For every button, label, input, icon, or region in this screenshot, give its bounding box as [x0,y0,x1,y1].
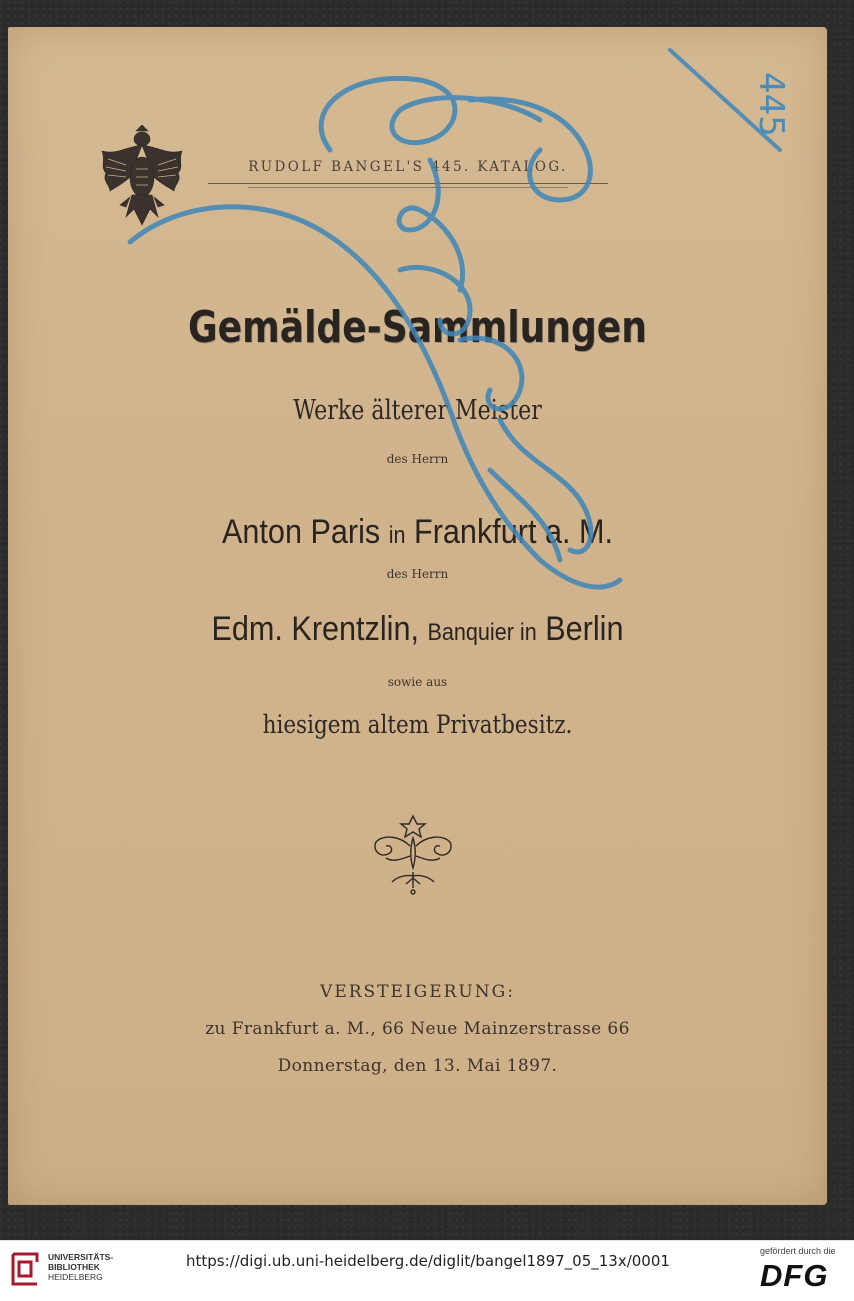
library-logo-icon[interactable] [9,1248,41,1290]
private-collection-line: hiesigem altem Privatbesitz. [262,710,573,739]
auction-date: Donnerstag, den 13. Mai 1897. [277,1056,558,1076]
owner-1-name: Anton Paris [222,513,381,551]
des-herrn-label-1: des Herrn [386,452,449,466]
owner-1-line [49,513,786,552]
dfg-logo[interactable]: DFG [760,1258,829,1293]
owner-2-line [49,610,786,649]
handwritten-number: 445 [751,72,791,137]
catalog-header: RUDOLF BANGEL'S 445. KATALOG. [248,159,568,175]
subtitle: Werke älterer Meister [293,395,542,426]
library-line-1: UNIVERSITÄTS- [48,1252,114,1262]
library-line-3: HEIDELBERG [48,1272,103,1282]
permalink-url[interactable]: https://digi.ub.uni-heidelberg.de/diglit/bangel1897_05_13x/0001 [186,1252,670,1270]
floral-ornament-icon [370,812,456,896]
des-herrn-label-2: des Herrn [386,567,449,581]
library-line-2: BIBLIOTHEK [48,1262,100,1272]
catalog-page [8,27,827,1205]
owner-2-role: Banquier in [427,619,537,646]
funder-caption: gefördert durch die [760,1246,836,1256]
page-title: Gemälde-Sammlungen [188,302,647,353]
header-rule [208,183,608,184]
imperial-eagle-icon [96,125,188,235]
sowie-aus-label: sowie aus [387,675,448,689]
header-rule-thin [248,187,568,188]
auction-address: zu Frankfurt a. M., 66 Neue Mainzerstrasse 66 [205,1019,630,1039]
owner-2-city: Berlin [545,610,624,648]
owner-2-name: Edm. Krentzlin, [211,610,419,648]
owner-1-in: in [388,522,406,549]
viewer-footer [0,1240,854,1301]
library-name [48,1252,113,1282]
auction-heading: VERSTEIGERUNG: [320,982,515,1002]
owner-1-city: Frankfurt a. M. [414,513,613,551]
